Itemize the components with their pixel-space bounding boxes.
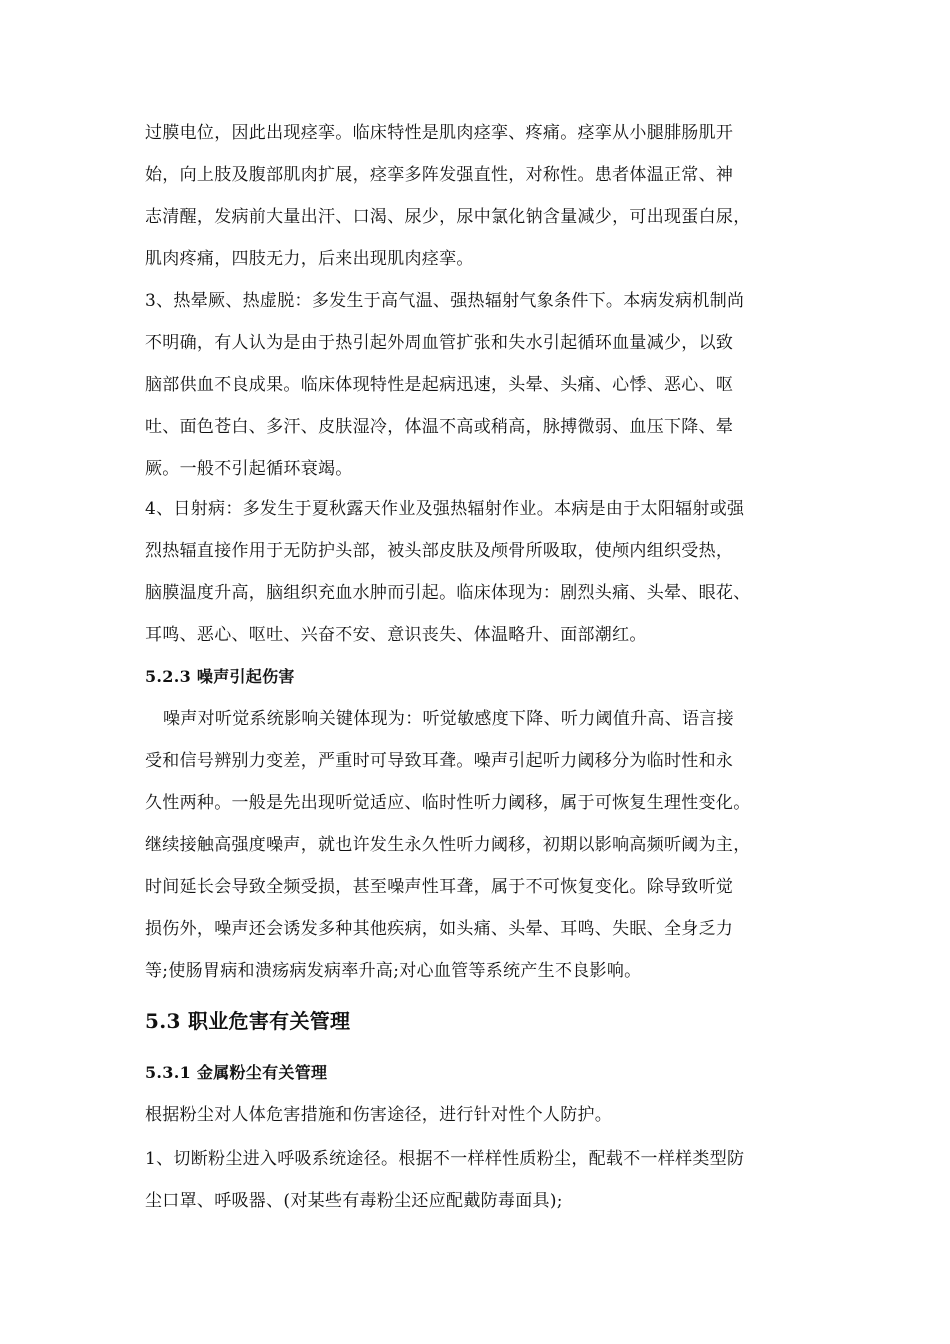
paragraph-line: 损伤外，噪声还会诱发多种其他疾病，如头痛、头晕、耳鸣、失眠、全身乏力: [145, 919, 734, 939]
paragraph-line: 时间延长会导致全频受损，甚至噪声性耳聋，属于不可恢复变化。除导致听觉: [145, 877, 734, 897]
paragraph-line: 吐、面色苍白、多汗、皮肤湿冷，体温不高或稍高，脉搏微弱、血压下降、晕: [145, 417, 734, 437]
paragraph-line: 耳鸣、恶心、呕吐、兴奋不安、意识丧失、体温略升、面部潮红。: [145, 625, 647, 645]
paragraph-line: 尘口罩、呼吸器、(对某些有毒粉尘还应配戴防毒面具);: [145, 1191, 563, 1211]
paragraph-line: 噪声对听觉系统影响关键体现为：听觉敏感度下降、听力阈值升高、语言接: [163, 709, 734, 729]
paragraph-line: 1、切断粉尘进入呼吸系统途径。根据不一样样性质粉尘，配载不一样样类型防: [145, 1149, 745, 1169]
paragraph-line: 烈热辐直接作用于无防护头部，被头部皮肤及颅骨所吸取，使颅内组织受热，: [145, 541, 734, 561]
chapter-heading: 5.3 职业危害有关管理: [145, 1009, 351, 1033]
paragraph-line: 受和信号辨别力变差，严重时可导致耳聋。噪声引起听力阈移分为临时性和永: [145, 751, 734, 771]
paragraph-line: 继续接触高强度噪声，就也许发生永久性听力阈移，初期以影响高频听阈为主，: [145, 835, 751, 855]
paragraph-line: 过膜电位，因此出现痉挛。临床特性是肌肉痉挛、疼痛。痉挛从小腿腓肠肌开: [145, 123, 734, 143]
paragraph-line: 不明确，有人认为是由于热引起外周血管扩张和失水引起循环血量减少，以致: [145, 333, 734, 353]
paragraph-line: 志清醒，发病前大量出汗、口渴、尿少，尿中氯化钠含量减少，可出现蛋白尿，: [145, 207, 751, 227]
paragraph-line: 等;使肠胃病和溃疡病发病率升高;对心血管等系统产生不良影响。: [145, 961, 642, 981]
paragraph-line: 根据粉尘对人体危害措施和伤害途径，进行针对性个人防护。: [145, 1105, 613, 1125]
paragraph-line: 久性两种。一般是先出现听觉适应、临时性听力阈移，属于可恢复生理性变化。: [145, 793, 751, 813]
paragraph-line: 厥。一般不引起循环衰竭。: [145, 459, 353, 479]
paragraph-line: 4、日射病：多发生于夏秋露天作业及强热辐射作业。本病是由于太阳辐射或强: [145, 499, 745, 519]
section-heading: 5.2.3 噪声引起伤害: [145, 667, 295, 686]
paragraph-line: 脑部供血不良成果。临床体现特性是起病迅速，头晕、头痛、心悸、恶心、呕: [145, 375, 734, 395]
paragraph-line: 3、热晕厥、热虚脱：多发生于高气温、强热辐射气象条件下。本病发病机制尚: [145, 291, 745, 311]
paragraph-line: 始，向上肢及腹部肌肉扩展，痉挛多阵发强直性，对称性。患者体温正常、神: [145, 165, 734, 185]
paragraph-line: 脑膜温度升高，脑组织充血水肿而引起。临床体现为：剧烈头痛、头晕、眼花、: [145, 583, 751, 603]
section-heading: 5.3.1 金属粉尘有关管理: [145, 1063, 328, 1082]
paragraph-line: 肌肉疼痛，四肢无力，后来出现肌肉痉挛。: [145, 249, 474, 269]
